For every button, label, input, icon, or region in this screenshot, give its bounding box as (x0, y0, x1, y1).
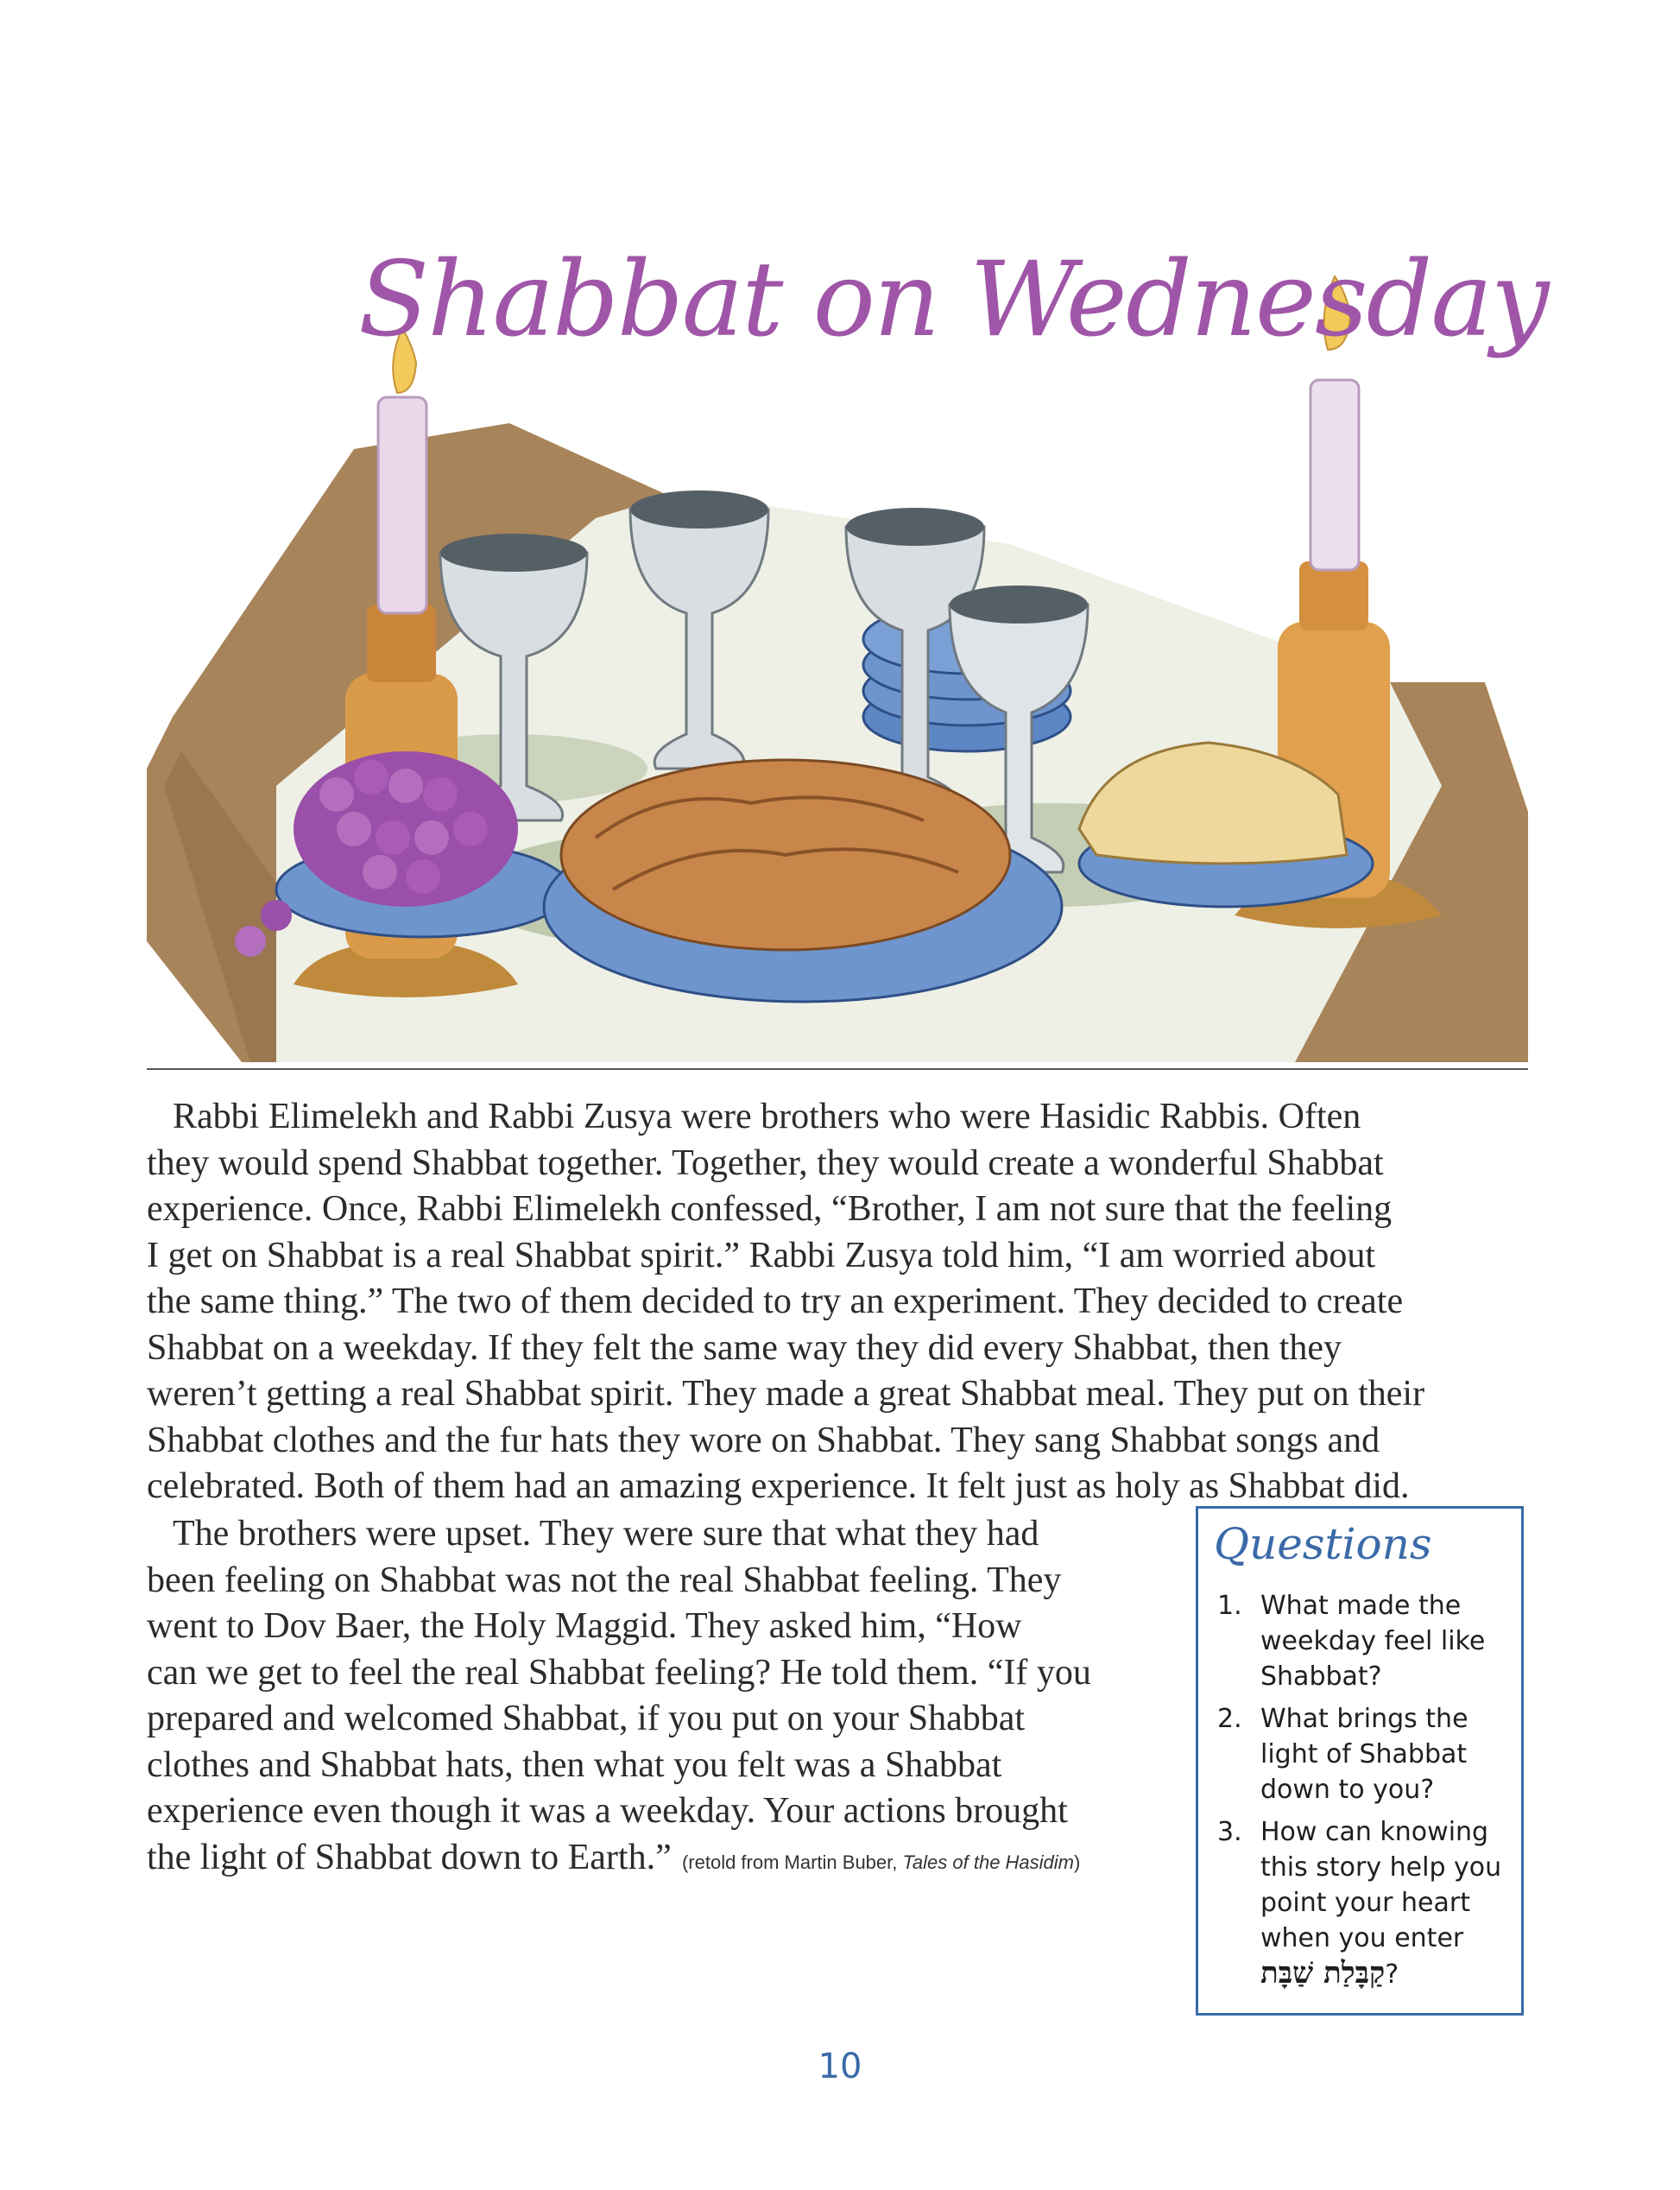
text-line: Shabbat clothes and the fur hats they wore on Shabbat. They sang Shabbat songs and (147, 1420, 1380, 1460)
question-line: weekday feel like (1260, 1626, 1486, 1656)
text-line: prepared and welcomed Shabbat, if you put on your Shabbat (147, 1699, 1026, 1738)
question-line: point your heart (1260, 1888, 1470, 1918)
question-number: 3. (1217, 1817, 1242, 1847)
question-line: What made the (1260, 1591, 1462, 1621)
question-line: light of Shabbat (1260, 1739, 1468, 1769)
questions-list (1217, 1588, 1515, 1999)
question-line: when you enter (1260, 1923, 1464, 1953)
question-item (1217, 1814, 1515, 1992)
question-line: this story help you (1260, 1852, 1502, 1883)
question-line-hebrew (1260, 1956, 1515, 1992)
text-line (147, 1835, 1170, 1886)
question-line: What brings the (1260, 1704, 1468, 1734)
citation-prefix: (retold from Martin Buber, (681, 1851, 903, 1873)
page-number: 10 (818, 2047, 862, 2086)
text-line-content: the light of Shabbat down to Earth.” (147, 1837, 672, 1877)
text-line: the same thing.” The two of them decided to try an experiment. They decided to create (147, 1282, 1404, 1321)
text-line: been feeling on Shabbat was not the real Shabbat feeling. They (147, 1560, 1062, 1600)
question-end-mark: ? (1385, 1959, 1399, 1990)
text-line: Shabbat on a weekday. If they felt the same way they did every Shabbat, then they (147, 1327, 1342, 1368)
citation (672, 1851, 1081, 1873)
questions-heading: Questions (1214, 1519, 1432, 1569)
question-number: 1. (1217, 1591, 1242, 1621)
question-line: How can knowing (1260, 1817, 1489, 1847)
story-paragraph-1 (147, 1094, 1541, 1510)
questions-box (1196, 1506, 1524, 2016)
text-line: weren’t getting a real Shabbat spirit. They made a great Shabbat meal. They put on their (147, 1374, 1425, 1414)
question-number: 2. (1217, 1704, 1242, 1734)
text-line: went to Dov Baer, the Holy Maggid. They asked him, “How (147, 1606, 1022, 1646)
text-line: Rabbi Elimelekh and Rabbi Zusya were brothers who were Hasidic Rabbis. Often (173, 1097, 1361, 1136)
question-item (1217, 1701, 1515, 1807)
citation-book-title: Tales of the Hasidim (902, 1851, 1075, 1873)
story-paragraph-2 (147, 1511, 1170, 1885)
question-item (1217, 1588, 1515, 1694)
text-line: can we get to feel the real Shabbat feeling? He told them. “If you (147, 1652, 1091, 1693)
hebrew-kabbalat-shabbat: קַבָּלַת שַׁבָּת (1260, 1956, 1386, 1991)
text-line: clothes and Shabbat hats, then what you felt was a Shabbat (147, 1744, 1002, 1785)
page-title: Shabbat on Wednesday (358, 240, 1548, 360)
question-line: down to you? (1260, 1775, 1435, 1805)
text-line: experience. Once, Rabbi Elimelekh confessed, “Brother, I am not sure that the feeling (147, 1189, 1393, 1229)
citation-suffix: ) (1074, 1851, 1081, 1873)
text-line: experience even though it was a weekday. Your actions brought (147, 1791, 1068, 1831)
text-line: The brothers were upset. They were sure that what they had (173, 1514, 1039, 1554)
question-line: Shabbat? (1260, 1661, 1382, 1692)
text-line: I get on Shabbat is a real Shabbat spirit.” Rabbi Zusya told him, “I am worried about (147, 1235, 1375, 1275)
text-line: celebrated. Both of them had an amazing experience. It felt just as holy as Shabbat did. (147, 1466, 1410, 1506)
text-line: they would spend Shabbat together. Together, they would create a wonderful Shabbat (147, 1142, 1384, 1183)
